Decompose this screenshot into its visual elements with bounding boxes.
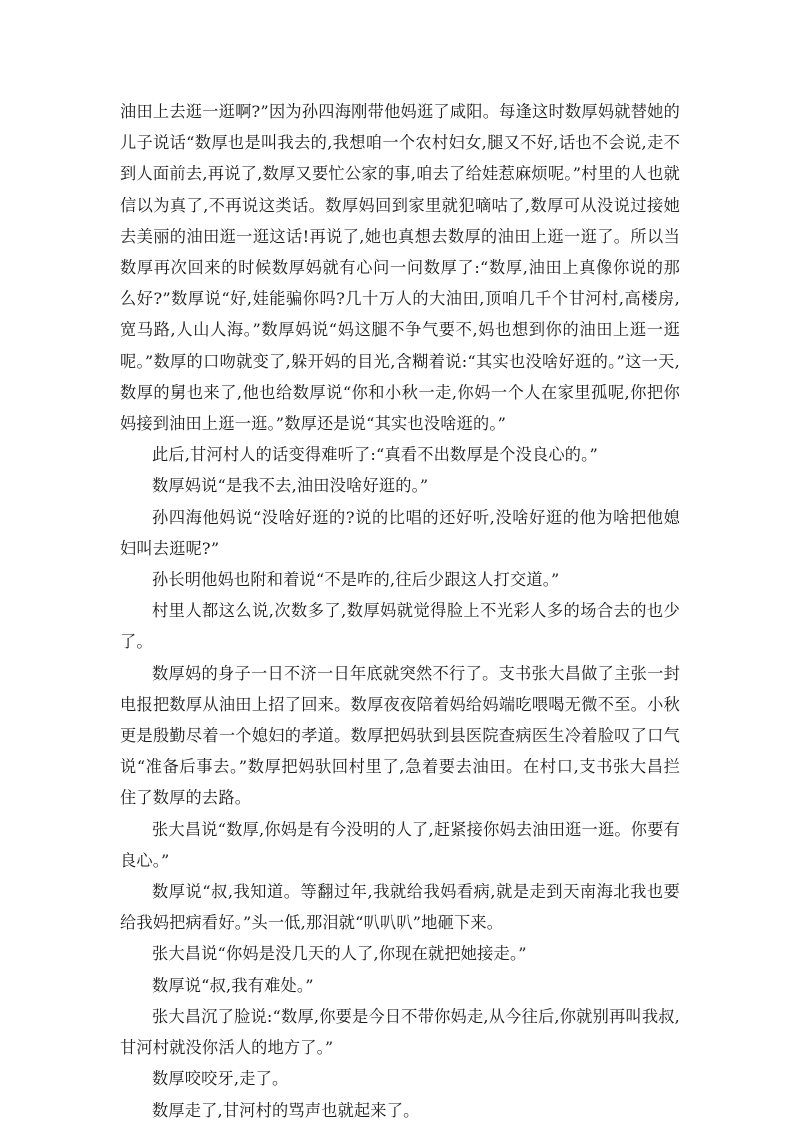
paragraph-8: 张大昌说“数厚,你妈是有今没明的人了,赶紧接你妈去油田逛一逛。你要有良心。” bbox=[120, 819, 680, 870]
article-body bbox=[120, 96, 680, 1126]
paragraph-13: 数厚咬咬牙,走了。 bbox=[152, 1069, 289, 1089]
paragraph-11: 数厚说“叔,我有难处。” bbox=[152, 975, 314, 995]
paragraph-2: 此后,甘河村人的话变得难听了:“真看不出数厚是个没良心的。” bbox=[152, 445, 598, 465]
paragraph-14: 数厚走了,甘河村的骂声也就起来了。 bbox=[152, 1100, 420, 1120]
paragraph-10: 张大昌说“你妈是没几天的人了,你现在就把她接走。” bbox=[152, 944, 527, 964]
paragraph-3: 数厚妈说“是我不去,油田没啥好逛的。” bbox=[152, 476, 429, 496]
paragraph-9: 数厚说“叔,我知道。等翻过年,我就给我妈看病,就是走到天南海北我也要给我妈把病看好。”头一低,那泪就“叭叭叭”地砸下来。 bbox=[120, 882, 680, 933]
paragraph-7: 数厚妈的身子一日不济一日年底就突然不行了。支书张大昌做了主张一封电报把数厚从油田上招了回来。数厚夜夜陪着妈给妈端吃喂喝无微不至。小秋更是殷勤尽着一个媳妇的孝道。数厚把妈驮到县医院查病医生冷着脸叹了口气说“准备后事去。”数厚把妈驮回村里了,急着要去油田。在村口,支书张大昌拦住了数厚的去路。 bbox=[120, 663, 680, 808]
paragraph-12: 张大昌沉了脸说:“数厚,你要是今日不带你妈走,从今往后,你就别再叫我叔,甘河村就没你活人的地方了。” bbox=[120, 1006, 680, 1058]
paragraph-4: 孙四海他妈说“没啥好逛的?说的比唱的还好听,没啥好逛的他为啥把他媳妇叫去逛呢?” bbox=[120, 507, 680, 558]
paragraph-6: 村里人都这么说,次数多了,数厚妈就觉得脸上不光彩人多的场合去的也少了。 bbox=[120, 601, 680, 652]
paragraph-1: 油田上去逛一逛啊?”因为孙四海刚带他妈逛了咸阳。每逢这时数厚妈就替她的儿子说话“数厚也是叫我去的,我想咱一个农村妇女,腿又不好,话也不会说,走不到人面前去,再说了,数厚又要忙公家的事,咱去了给娃惹麻烦呢。”村里的人也就信以为真了,不再说这类话。数厚妈回到家里就犯嘀咕了,数厚可从没说过接她去美丽的油田逛一逛这话!再说了,她也真想去数厚的油田上逛一逛了。所以当数厚再次回来的时候数厚妈就有心问一问数厚了:“数厚,油田上真像你说的那么好?”数厚说“好,娃能骗你吗?几十万人的大油田,顶咱几千个甘河村,高楼房,宽马路,人山人海。”数厚妈说“妈这腿不争气要不,妈也想到你的油田上逛一逛呢。”数厚的口吻就变了,躲开妈的目光,含糊着说:“其实也没啥好逛的。”这一天,数厚的舅也来了,他也给数厚说“你和小秋一走,你妈一个人在家里孤呢,你把你妈接到油田上逛一逛。”数厚还是说“其实也没啥逛的。” bbox=[120, 102, 680, 434]
paragraph-5: 孙长明他妈也附和着说“不是咋的,往后少跟这人打交道。” bbox=[152, 570, 560, 590]
